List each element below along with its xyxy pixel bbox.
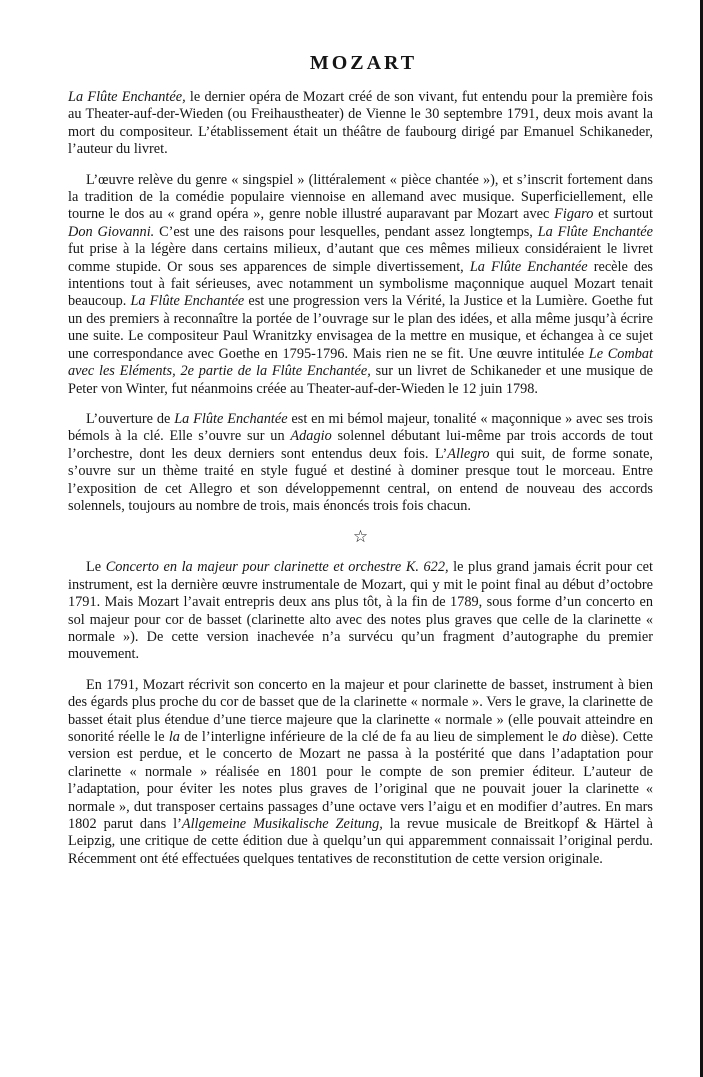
text-run: L’ouverture de xyxy=(86,410,175,427)
text-run: et surtout xyxy=(593,206,653,223)
tempo-marking: Adagio xyxy=(290,428,332,445)
paragraph-singspiel xyxy=(68,172,653,398)
work-title: Don Giovanni. xyxy=(68,223,155,240)
paragraph-overture xyxy=(68,411,653,515)
text-run: recèle des intentions tout à fait sérieuses, avec notamment un symbolisme maçonnique auquel Mozart tenait beaucoup. xyxy=(68,258,653,310)
text-run: Le xyxy=(86,559,106,576)
work-title: La Flûte Enchantée xyxy=(537,223,653,240)
text-run: dièse). Cette version est perdue, et le concerto de Mozart ne passa à la postérité que dans l’adaptation pour clarinette « normale » réalisée en 1801 pour le compte de son premier éditeur. L’auteur de l’adaptation, pour éviter les notes plus graves de l’original que ne pouvait jouer la clarinette « normale », dut transposer certains passages d’une octave vers l’aigu et en modifier d’autres. En mars 1802 parut dans l’ xyxy=(68,729,653,833)
text-run: est une progression vers la Vérité, la Justice et la Lumière. Goethe fut un des premiers à reconnaître la portée de l’ouvrage sur le plan des idées, et alla même jusqu’à écrire une suite. Le compositeur Paul Wranitzky envisagea de la mettre en musique, et échangea à ce sujet une correspondance avec Goethe en 1795-1796. Mais rien ne se fit. Une œuvre intitulée xyxy=(68,293,653,362)
note-name: do xyxy=(562,729,577,745)
work-title: La Flûte Enchantée xyxy=(130,293,245,310)
tempo-marking: Allegro xyxy=(447,445,490,462)
text-run: fut prise à la légère dans certains milieux, d’autant que ces mêmes milieux considéraient le livret comme stupide. Or sous ses apparences de simple divertissement, xyxy=(68,241,653,275)
work-title: La Flûte Enchantée xyxy=(174,410,288,427)
work-title: Concerto en la majeur pour clarinette et orchestre K. 622, xyxy=(105,559,449,576)
text-run: la revue musicale de Breitkopf & Härtel à Leipzig, une critique de cette édition due à quelqu’un qui apparemment connaissait l’original perdu. Récemment ont été effectuées quelques tentatives de reconstitution de cette version originale. xyxy=(68,816,653,867)
text-run: de l’interligne inférieure de la clé de fa au lieu de simplement le xyxy=(179,729,563,745)
note-name: la xyxy=(168,729,180,745)
text-run: sur un livret de Schikaneder et une musique de Peter von Winter, fut néanmoins créée au Theater-auf-der-Wieden le 12 juin 1798. xyxy=(68,363,653,397)
text-run: solennel débutant lui-même par trois accords de tout l’orchestre, dont les deux derniers sont entendus deux fois. L’ xyxy=(68,428,653,462)
text-run: le plus grand jamais écrit pour cet instrument, est la dernière œuvre instrumentale de Mozart, qui y mit le point final au début d’octobre 1791. Mais Mozart l’avait entrepris deux ans plus tôt, à la fin de 1789, sous forme d’un concerto en sol majeur pour cor de basset (clarinette alto avec des notes plus graves que celle de la clarinette « normale »). De cette version inachevée n’a survécu qu’un fragment d’autographe du premier mouvement. xyxy=(68,559,653,663)
work-title: Le Combat avec les Eléments, 2e partie de la Flûte Enchantée, xyxy=(68,345,653,380)
text-run: C’est une des raisons pour lesquelles, pendant assez longtemps, xyxy=(154,223,538,240)
text-run: En 1791, Mozart récrivit son concerto en la majeur et pour clarinette de basset, instrument à bien des égards plus proche du cor de basset que de la clarinette « normale ». Vers le grave, la clarinette de basset était plus étendue d’une tierce majeure que la clarinette « normale » (elle pouvait atteindre en sonorité réelle le xyxy=(68,676,653,745)
text-run: est en mi bémol majeur, tonalité « maçonnique » avec ses trois bémols à la clé. Elle s’ouvre sur un xyxy=(68,410,653,445)
section-divider-star-icon: ☆ xyxy=(352,527,369,547)
text-run: le dernier opéra de Mozart créé de son vivant, fut entendu pour la première fois au Theater-auf-der-Wieden (ou Freihaustheater) de Vienne le 30 septembre 1791, deux mois avant la mort du compositeur. L’établissement était un théâtre de faubourg dirigé par Emanuel Schikaneder, l’auteur du livret. xyxy=(68,89,653,158)
paragraph-flute-intro xyxy=(68,89,653,159)
text-run: L’œuvre relève du genre « singspiel » (littéralement « pièce chantée »), et s’inscrit fortement dans la tradition de la comédie populaire viennoise en allemand avec musique. Superficiellement, elle tourne le dos au « grand opéra », genre noble illustré auparavant par Mozart avec xyxy=(68,171,653,223)
work-title: Figaro xyxy=(554,206,594,223)
page-title: MOZART xyxy=(309,52,418,74)
paragraph-basset-clarinet xyxy=(68,677,653,868)
publication-title: Allgemeine Musikalische Zeitung, xyxy=(181,816,383,833)
paragraph-concerto xyxy=(68,559,653,663)
work-title: La Flûte Enchantée xyxy=(469,258,588,275)
text-run: qui suit, de forme sonate, s’ouvre sur un thème traité en style fugué et destiné à dominer presque tout le morceau. Entre l’exposition de cet Allegro et son développemennt central, on entend de nouveau des accords solennels, toujours au nombre de trois, mais énoncés trois fois chacun. xyxy=(68,445,653,514)
work-title: La Flûte Enchantée, xyxy=(68,89,186,105)
